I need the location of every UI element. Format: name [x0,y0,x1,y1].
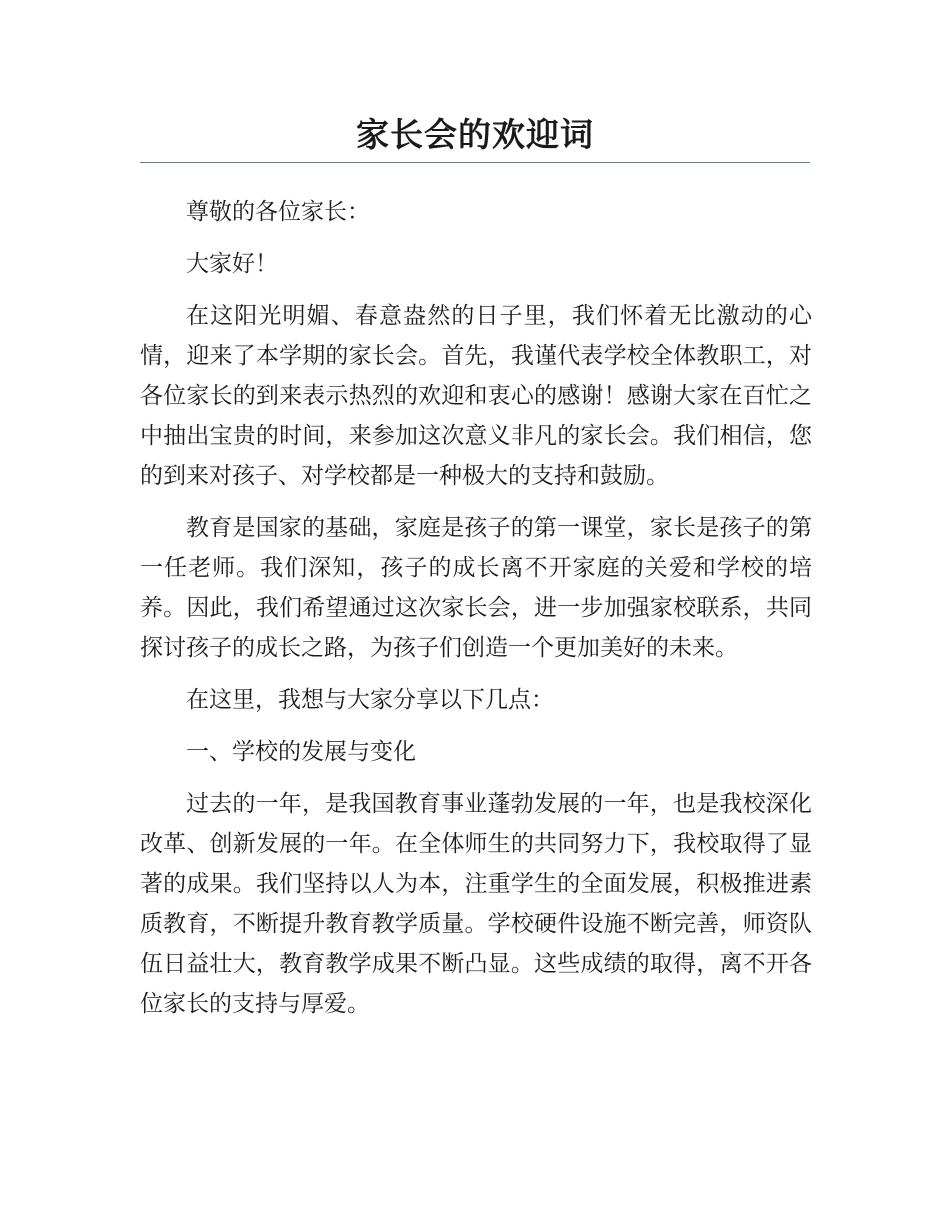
document-body [140,192,812,1036]
body-paragraph: 在这里，我想与大家分享以下几点： [186,687,554,713]
greeting: 大家好！ [186,251,278,277]
title-divider [140,162,810,163]
section-heading: 一、学校的发展与变化 [186,739,416,765]
document-title: 家长会的欢迎词 [356,115,594,154]
body-paragraph: 过去的一年，是我国教育事业蓬勃发展的一年，也是我校深化改革、创新发展的一年。在全体师生的共同努力下，我校取得了显著的成果。我们坚持以人为本，注重学生的全面发展，积极推进素质教育，不断提升教育教学质量。学校硬件设施不断完善，师资队伍日益壮大，教育教学成果不断凸显。这些成绩的取得，离不开各位家长的支持与厚爱。 [140,791,812,1017]
body-paragraph: 在这阳光明媚、春意盎然的日子里，我们怀着无比激动的心情，迎来了本学期的家长会。首先，我谨代表学校全体教职工，对各位家长的到来表示热烈的欢迎和衷心的感谢！感谢大家在百忙之中抽出宝贵的时间，来参加这次意义非凡的家长会。我们相信，您的到来对孩子、对学校都是一种极大的支持和鼓励。 [140,303,812,489]
body-paragraph: 教育是国家的基础，家庭是孩子的第一课堂，家长是孩子的第一任老师。我们深知，孩子的成长离不开家庭的关爱和学校的培养。因此，我们希望通过这次家长会，进一步加强家校联系，共同探讨孩子的成长之路，为孩子们创造一个更加美好的未来。 [140,515,812,661]
salutation: 尊敬的各位家长： [186,199,370,225]
